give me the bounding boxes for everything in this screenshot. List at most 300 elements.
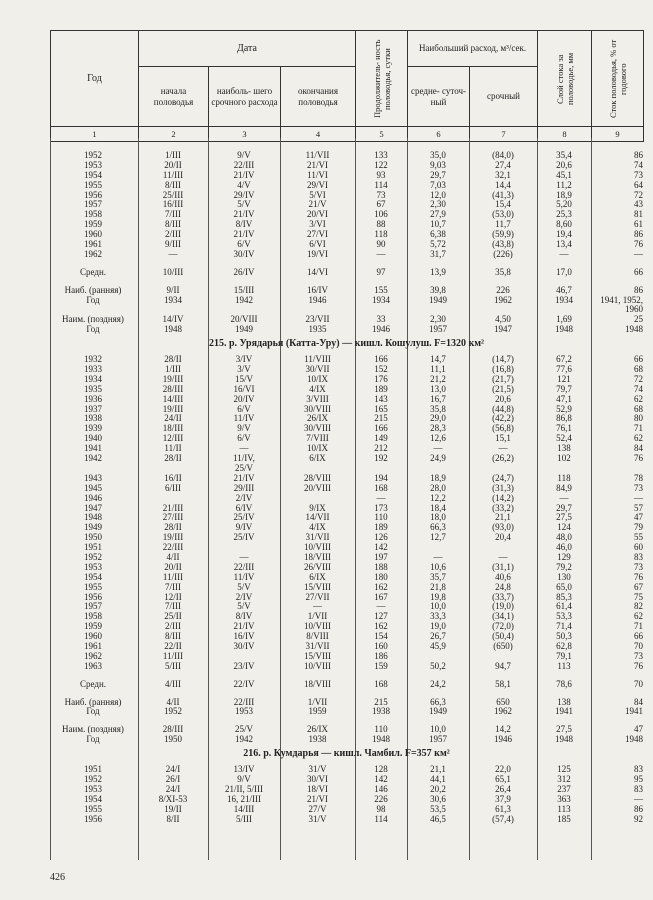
table-cell: 1961 xyxy=(84,239,102,250)
table-cell: 73 xyxy=(634,482,643,493)
table-cell: 1957 xyxy=(429,324,447,335)
table-cell: 79,1 xyxy=(556,650,572,661)
table-cell: (226) xyxy=(493,248,513,259)
table-cell: 8/IV xyxy=(235,219,253,230)
table-cell: — xyxy=(634,793,643,804)
table-cell: 23/IV xyxy=(233,660,255,671)
table-cell: 22/II xyxy=(164,640,182,651)
table-cell: 162 xyxy=(374,621,388,632)
row-gap xyxy=(50,716,643,724)
table-cell: 6/III xyxy=(165,482,181,493)
table-cell: 4/II xyxy=(166,696,180,707)
table-cell: 17,0 xyxy=(556,266,572,277)
table-cell: 28/III xyxy=(162,724,184,735)
table-cell: 48,0 xyxy=(556,532,572,543)
table-cell: 66 xyxy=(634,266,643,277)
table-cell: — xyxy=(498,443,508,454)
table-cell: 1960 xyxy=(625,304,643,315)
table-cell: 6/IX xyxy=(309,571,326,582)
table-cell: 30/VIII xyxy=(304,423,331,434)
table-cell: 25/V xyxy=(235,724,253,735)
table-cell: 26,7 xyxy=(430,631,446,642)
table-cell: 106 xyxy=(374,209,388,220)
table-cell: 1958 xyxy=(84,209,102,220)
table-cell: 83 xyxy=(634,551,643,562)
table-cell: 5/V xyxy=(237,199,251,210)
table-cell: 12/III xyxy=(162,433,184,444)
table-cell: 86 xyxy=(634,229,643,240)
table-cell: 25 xyxy=(634,314,643,325)
table-cell: 1948 xyxy=(625,734,643,745)
table-cell: 24/I xyxy=(165,783,181,794)
table-cell: 11/IV, xyxy=(233,453,255,464)
table-cell: 84,9 xyxy=(556,482,572,493)
table-row xyxy=(50,180,643,190)
table-cell: 10/VIII xyxy=(304,542,331,553)
table-cell: 11,7 xyxy=(495,219,511,230)
table-cell: 1938 xyxy=(372,706,390,717)
table-cell: 1948 xyxy=(84,512,102,523)
table-cell: 9,03 xyxy=(430,159,446,170)
table-row xyxy=(50,170,643,180)
table-cell: 10/VIII xyxy=(304,621,331,632)
table-cell: 1954 xyxy=(84,571,102,582)
table-cell: 28/VIII xyxy=(304,472,331,483)
table-cell: 76 xyxy=(634,571,643,582)
table-cell: 20/II xyxy=(164,561,182,572)
table-row xyxy=(50,304,643,314)
table-cell: — xyxy=(559,248,569,259)
header-mean-daily: средне- суточ- ный xyxy=(408,67,470,127)
table-cell: 2/III xyxy=(165,229,181,240)
table-cell: 28,0 xyxy=(430,482,446,493)
table-cell: 11/III xyxy=(162,169,184,180)
table-cell: 1/III xyxy=(165,150,181,160)
table-cell: 1955 xyxy=(84,581,102,592)
column-number: 4 xyxy=(281,127,356,142)
table-cell: 1936 xyxy=(84,393,102,404)
table-cell: 15/VIII xyxy=(304,581,331,592)
table-row xyxy=(50,503,643,513)
table-cell: 149 xyxy=(374,433,388,444)
table-cell: 2/IV xyxy=(235,492,253,503)
table-cell: 1953 xyxy=(235,706,253,717)
table-cell: 1934 xyxy=(164,294,182,305)
table-cell: 68 xyxy=(634,403,643,414)
table-cell: 5/VI xyxy=(309,189,326,200)
table-cell: 1962 xyxy=(494,294,512,305)
header-date: Дата xyxy=(139,31,356,67)
table-cell: 11,2 xyxy=(556,179,572,190)
table-row xyxy=(50,433,643,443)
table-cell: — xyxy=(376,492,386,503)
table-cell: 24/II xyxy=(164,413,182,424)
table-cell: 1948 xyxy=(164,324,182,335)
row-gap xyxy=(50,671,643,679)
table-cell: 79 xyxy=(634,522,643,533)
table-cell: 8,60 xyxy=(556,219,572,230)
table-cell: 24,8 xyxy=(495,581,511,592)
table-cell: 10/IX xyxy=(307,373,328,384)
header-runoff: Слой стока за половодье, мм xyxy=(538,31,592,127)
table-cell: 21/IV xyxy=(233,209,255,220)
table-cell: 27,4 xyxy=(495,159,511,170)
table-cell: 8/III xyxy=(165,219,181,230)
table-cell: 20,4 xyxy=(495,532,511,543)
table-cell: 1952 xyxy=(84,773,102,784)
table-cell: (14,2) xyxy=(492,492,514,503)
table-cell: 94,7 xyxy=(495,660,511,671)
table-row xyxy=(50,199,643,209)
table-cell: 50,3 xyxy=(556,631,572,642)
table-cell: 1952 xyxy=(84,551,102,562)
table-cell: 1941 xyxy=(625,706,643,717)
table-cell: 67 xyxy=(376,199,386,210)
table-cell: 11,1 xyxy=(430,364,446,375)
table-cell: 27/III xyxy=(162,512,184,523)
table-cell: 66 xyxy=(634,354,643,365)
table-cell: 1943 xyxy=(84,472,102,483)
table-cell: 71,4 xyxy=(556,621,572,632)
table-cell: 155 xyxy=(374,284,388,295)
table-cell: 1960 xyxy=(84,631,102,642)
table-cell: 31/V xyxy=(308,813,327,824)
table-cell: (14,7) xyxy=(492,354,514,365)
table-cell: 81 xyxy=(634,209,643,220)
table-row xyxy=(50,150,643,160)
table-cell: 35,8 xyxy=(495,266,511,277)
table-cell: 74 xyxy=(634,383,643,394)
table-cell: 1954 xyxy=(84,169,102,180)
table-cell: — xyxy=(433,551,443,562)
table-cell: 3/V xyxy=(237,364,251,375)
table-cell: 20,6 xyxy=(495,393,511,404)
table-cell: 33 xyxy=(376,314,386,325)
table-cell: 31/V xyxy=(308,764,327,775)
table-cell: (19,0) xyxy=(492,601,514,612)
table-cell: 173 xyxy=(374,502,388,513)
table-cell: 43 xyxy=(634,199,643,210)
table-cell: 19,0 xyxy=(430,621,446,632)
table-cell: 21,1 xyxy=(430,764,446,775)
table-cell: 102 xyxy=(557,453,571,464)
table-cell: 92 xyxy=(634,813,643,824)
table-cell: (43,8) xyxy=(492,239,514,250)
table-cell: 7/III xyxy=(165,601,181,612)
table-cell: 1/VII xyxy=(307,696,328,707)
table-cell: 1957 xyxy=(429,734,447,745)
table-cell: 14,7 xyxy=(430,354,446,365)
table-cell: 46,7 xyxy=(556,284,572,295)
table-cell: 138 xyxy=(557,696,571,707)
table-cell: 62,8 xyxy=(556,640,572,651)
table-cell: 18,9 xyxy=(430,472,446,483)
table-cell: Средн. xyxy=(79,266,107,277)
section-title: 215. р. Урядарья (Катта-Уру) — кишл. Кошулуш. F=1320 км² xyxy=(208,338,485,350)
table-cell: 9/V xyxy=(237,423,251,434)
table-row xyxy=(50,324,643,334)
table-cell: 27,5 xyxy=(556,724,572,735)
table-cell: 25/II xyxy=(164,611,182,622)
table-cell: 93 xyxy=(376,169,386,180)
table-cell: Год xyxy=(86,294,100,305)
table-cell: 1956 xyxy=(84,813,102,824)
table-cell: 70 xyxy=(634,640,643,651)
table-row xyxy=(50,295,643,305)
table-row xyxy=(50,160,643,170)
table-cell: (650) xyxy=(493,640,513,651)
table-cell: 30/IV xyxy=(233,248,255,259)
table-cell: 29/III xyxy=(233,482,255,493)
table-cell: 1/VII xyxy=(307,611,328,622)
table-cell: 11/VII xyxy=(305,150,330,160)
table-cell: 4/II xyxy=(166,551,180,562)
table-cell: 1946 xyxy=(84,492,102,503)
table-cell: 14/III xyxy=(162,393,184,404)
table-row xyxy=(50,734,643,744)
table-cell: 189 xyxy=(374,522,388,533)
table-cell: 22/III xyxy=(162,542,184,553)
table-cell: 1940 xyxy=(84,433,102,444)
table-row xyxy=(50,493,643,503)
table-cell: 46,5 xyxy=(430,813,446,824)
table-cell: 237 xyxy=(557,783,571,794)
table-cell: 13/IV xyxy=(233,764,255,775)
table-cell: 1934 xyxy=(84,373,102,384)
table-row xyxy=(50,354,643,364)
table-cell: 4/V xyxy=(237,179,251,190)
table-cell: 26/IX xyxy=(307,413,328,424)
table-row xyxy=(50,804,643,814)
table-cell: 15,1 xyxy=(495,433,511,444)
table-cell: 86,8 xyxy=(556,413,572,424)
table-cell: 79,7 xyxy=(556,383,572,394)
table-cell: 8/II xyxy=(166,813,180,824)
table-cell: 1959 xyxy=(308,706,327,717)
table-cell: 16, 21/III xyxy=(227,793,261,804)
table-cell: 1957 xyxy=(84,199,102,210)
table-cell: 65,0 xyxy=(556,581,572,592)
table-row xyxy=(50,814,643,824)
table-cell: 168 xyxy=(374,678,388,689)
table-row xyxy=(50,413,643,423)
table-cell: 15/VIII xyxy=(304,650,331,661)
table-row xyxy=(50,651,643,661)
table-cell: 24,2 xyxy=(430,678,446,689)
table-cell: 29/VI xyxy=(307,179,328,190)
table-row xyxy=(50,453,643,463)
table-cell: 11/II xyxy=(164,443,182,454)
table-cell: 1953 xyxy=(84,561,102,572)
table-cell: 9/V xyxy=(237,150,251,160)
table-cell: 74 xyxy=(634,159,643,170)
table-cell: 4/IX xyxy=(309,522,326,533)
table-cell: 165 xyxy=(374,403,388,414)
table-cell: 166 xyxy=(374,423,388,434)
table-cell: 78,6 xyxy=(556,678,572,689)
table-cell: (21,7) xyxy=(492,373,514,384)
table-cell: 138 xyxy=(557,443,571,454)
table-row xyxy=(50,764,643,774)
table-cell: 7/III xyxy=(165,209,181,220)
table-cell: 30/VI xyxy=(307,773,328,784)
section-title: 216. р. Кумдарья — кишл. Чамбил. F=357 км² xyxy=(243,748,450,760)
table-cell: 73 xyxy=(634,561,643,572)
table-cell: Год xyxy=(86,734,100,745)
table-cell: 55 xyxy=(634,532,643,543)
table-cell: 197 xyxy=(374,551,388,562)
table-cell: 95 xyxy=(634,773,643,784)
table-row xyxy=(50,572,643,582)
table-cell: 154 xyxy=(374,631,388,642)
table-cell: 110 xyxy=(374,512,388,523)
table-cell: 25/III xyxy=(162,189,184,200)
table-cell: 18/III xyxy=(162,423,184,434)
table-cell: (53,0) xyxy=(492,209,514,220)
table-row xyxy=(50,473,643,483)
table-cell: (26,2) xyxy=(492,453,514,464)
table-row xyxy=(50,209,643,219)
column-number: 8 xyxy=(538,127,592,142)
table-cell: 142 xyxy=(374,542,388,553)
table-cell: 86 xyxy=(634,284,643,295)
table-cell: 194 xyxy=(374,472,388,483)
table-cell: 12,2 xyxy=(430,492,446,503)
table-cell: 4/III xyxy=(165,678,181,689)
table-cell: 98 xyxy=(376,803,386,814)
table-cell: 1962 xyxy=(84,650,102,661)
table-cell: 124 xyxy=(557,522,571,533)
table-cell: 45,1 xyxy=(556,169,572,180)
table-cell: 6/IV xyxy=(235,502,253,513)
column-number: 7 xyxy=(470,127,538,142)
table-cell: (21,5) xyxy=(492,383,514,394)
table-cell: 30/VII xyxy=(305,364,330,375)
table-cell: 113 xyxy=(557,660,571,671)
table-cell: 80 xyxy=(634,413,643,424)
table-cell: 14/IV xyxy=(162,314,184,325)
table-cell: 78 xyxy=(634,472,643,483)
table-cell: 85,3 xyxy=(556,591,572,602)
table-cell: 75 xyxy=(634,591,643,602)
table-cell: 61,4 xyxy=(556,601,572,612)
table-cell: Наим. (поздняя) xyxy=(62,314,124,325)
table-cell: 30,6 xyxy=(430,793,446,804)
table-cell: — xyxy=(168,248,178,259)
table-cell: 168 xyxy=(374,482,388,493)
table-cell: 113 xyxy=(557,803,571,814)
table-cell: — xyxy=(433,443,443,454)
table-cell: 18/VI xyxy=(307,783,328,794)
table-cell: 23/VII xyxy=(305,314,330,325)
table-cell: 19,8 xyxy=(430,591,446,602)
table-cell: 128 xyxy=(374,764,388,775)
table-cell: Наим. (поздняя) xyxy=(62,724,124,735)
table-cell: 11/VI xyxy=(307,169,328,180)
table-cell: 88 xyxy=(376,219,386,230)
table-header xyxy=(50,30,644,142)
table-cell: 20/II xyxy=(164,159,182,170)
table-cell: 76,1 xyxy=(556,423,572,434)
table-cell: 160 xyxy=(374,640,388,651)
table-cell: 24,9 xyxy=(430,453,446,464)
table-cell: 114 xyxy=(374,179,388,190)
table-cell: 1956 xyxy=(84,591,102,602)
table-row xyxy=(50,522,643,532)
table-cell: 14/VII xyxy=(305,512,330,523)
table-cell: 21/IV xyxy=(233,472,255,483)
table-row xyxy=(50,621,643,631)
table-cell: 65,1 xyxy=(495,773,511,784)
table-cell: 47 xyxy=(634,512,643,523)
table-cell: Средн. xyxy=(79,678,107,689)
table-row xyxy=(50,532,643,542)
column-number: 3 xyxy=(209,127,281,142)
table-row xyxy=(50,724,643,734)
table-cell: 1952 xyxy=(164,706,182,717)
table-cell: 2,30 xyxy=(430,314,446,325)
table-cell: 26,4 xyxy=(495,783,511,794)
table-cell: 24/I xyxy=(165,764,181,775)
table-cell: (16,8) xyxy=(492,364,514,375)
table-cell: 13,4 xyxy=(556,239,572,250)
table-cell: 10,0 xyxy=(430,724,446,735)
table-cell: 10/III xyxy=(162,266,184,277)
table-cell: 1941 xyxy=(84,443,102,454)
table-cell: 21,1 xyxy=(495,512,511,523)
column-number: 9 xyxy=(592,127,644,142)
table-cell: 31,7 xyxy=(430,248,446,259)
table-cell: 21/IV xyxy=(233,169,255,180)
table-cell: 70 xyxy=(634,678,643,689)
table-cell: 12,0 xyxy=(430,189,446,200)
table-cell: 3/VIII xyxy=(306,393,329,404)
table-cell: 97 xyxy=(376,266,386,277)
table-cell: 1948 xyxy=(372,734,390,745)
table-cell: 9/IX xyxy=(309,502,326,513)
table-cell: 73 xyxy=(634,650,643,661)
table-cell: 1932 xyxy=(84,354,102,365)
table-cell: 19/II xyxy=(164,803,182,814)
table-cell: 22/IV xyxy=(233,678,255,689)
table-cell: 25/IV xyxy=(233,532,255,543)
table-cell: 45,9 xyxy=(430,640,446,651)
table-cell: 27/VII xyxy=(305,591,330,602)
table-cell: 8/XI-53 xyxy=(158,793,188,804)
table-cell: 66,3 xyxy=(430,696,446,707)
table-row xyxy=(50,374,643,384)
table-cell: 8/IV xyxy=(235,611,253,622)
table-row xyxy=(50,285,643,295)
table-cell: 76 xyxy=(634,239,643,250)
table-cell: 20/VIII xyxy=(230,314,258,325)
row-gap xyxy=(50,277,643,285)
table-cell: 30/IV xyxy=(233,640,255,651)
table-cell: 6,38 xyxy=(430,229,446,240)
table-cell: 52,4 xyxy=(556,433,572,444)
table-cell: 1957 xyxy=(84,601,102,612)
table-cell: 50,2 xyxy=(430,660,446,671)
table-cell: 40,6 xyxy=(495,571,511,582)
table-cell: 5,72 xyxy=(430,239,446,250)
table-cell: (56,8) xyxy=(492,423,514,434)
column-number: 2 xyxy=(139,127,209,142)
table-cell: 16/VI xyxy=(233,383,255,394)
table-cell: 143 xyxy=(374,393,388,404)
table-cell: — xyxy=(634,492,643,503)
table-cell: 188 xyxy=(374,561,388,572)
table-row xyxy=(50,443,643,453)
